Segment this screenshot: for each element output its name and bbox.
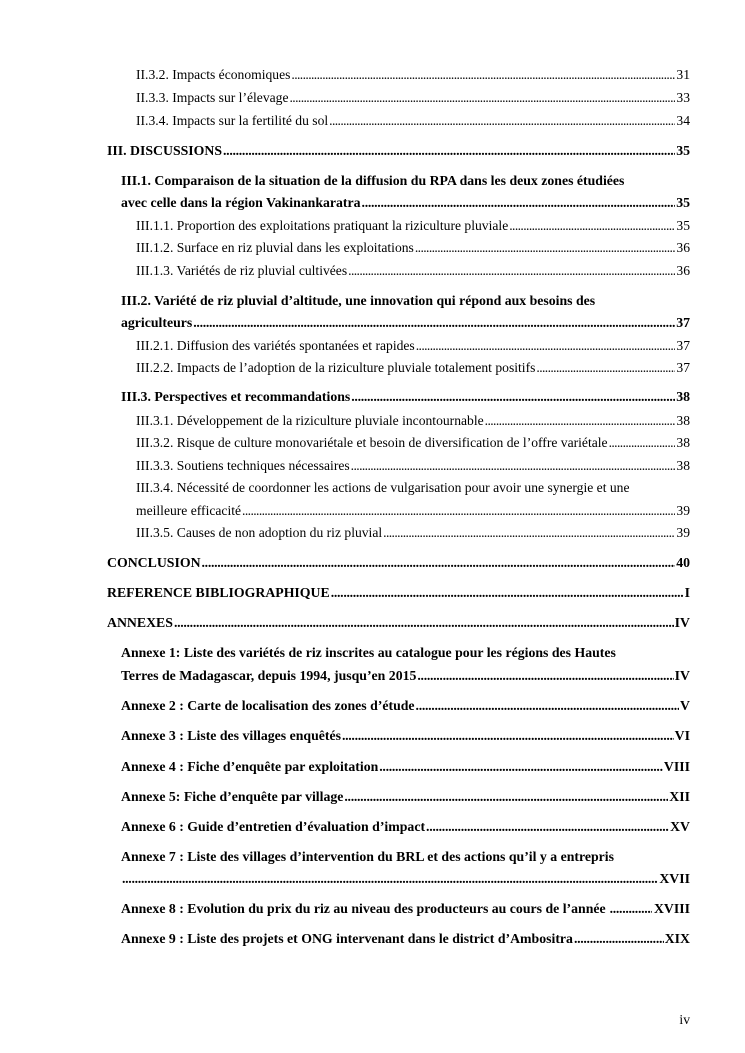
toc-entry-page: 36: [676, 240, 690, 255]
toc-entry[interactable]: [136, 261, 690, 281]
toc-entry[interactable]: [136, 238, 690, 258]
toc-entry[interactable]: [136, 111, 690, 131]
toc-entry-page: 35: [676, 218, 690, 233]
toc-entry-page: I: [684, 585, 690, 600]
toc-entry-page: 37: [676, 315, 690, 330]
toc-entry[interactable]: [107, 553, 690, 573]
toc-entry-page: XVII: [659, 871, 690, 886]
toc-entry[interactable]: [121, 899, 690, 919]
toc-entry[interactable]: [107, 613, 690, 633]
toc-entry-page: XIX: [664, 931, 690, 946]
toc-entry[interactable]: [121, 869, 690, 889]
toc-entry-page: XV: [670, 819, 690, 834]
toc-entry-page: 31: [676, 67, 690, 82]
toc-entry-title: III.3.3. Soutiens techniques nécessaires: [136, 458, 350, 473]
toc-entry[interactable]: [121, 193, 690, 213]
toc-entry-page: VI: [674, 728, 690, 743]
toc-entry-title: III.3.2. Risque de culture monovariétale et besoin de diversification de l’offre variétale: [136, 435, 608, 450]
toc-entry-title: agriculteurs: [121, 315, 193, 330]
toc-entry-page: XVIII: [653, 901, 690, 916]
toc-entry-title-line1: Annexe 1: Liste des variétés de riz inscrites au catalogue pour les régions des Hautes: [121, 645, 616, 660]
toc-entry[interactable]: [107, 583, 690, 603]
dot-leader: [351, 456, 676, 476]
dot-leader: [351, 387, 675, 407]
toc-entry[interactable]: [136, 523, 690, 543]
toc-entry-title: Annexe 3 : Liste des villages enquêtés: [121, 728, 341, 743]
toc-entry-title: III.2.2. Impacts de l’adoption de la riziculture pluviale totalement positifs: [136, 360, 536, 375]
dot-leader: [193, 313, 675, 333]
toc-entry-title: II.3.2. Impacts économiques: [136, 67, 291, 82]
toc-entry-title: III.2.1. Diffusion des variétés spontanées et rapides: [136, 338, 415, 353]
toc-entry-page: V: [680, 698, 690, 713]
dot-leader: [416, 696, 679, 716]
dot-leader: [291, 65, 675, 85]
toc-entry-title: III.3. Perspectives et recommandations: [121, 389, 351, 404]
toc-entry-title: CONCLUSION: [107, 555, 201, 570]
toc-entry[interactable]: [136, 433, 690, 453]
toc-entry-title: Annexe 8 : Evolution du prix du riz au niveau des producteurs au cours de l’année: [121, 901, 606, 916]
toc-entry-page: 35: [676, 195, 690, 210]
toc-entry[interactable]: [121, 929, 690, 949]
toc-entry-page: IV: [674, 668, 690, 683]
toc-entry[interactable]: [121, 696, 690, 716]
toc-entry-title: Annexe 4 : Fiche d’enquête par exploitation: [121, 759, 379, 774]
toc-entry-title: III.1.1. Proportion des exploitations pratiquant la riziculture pluviale: [136, 218, 509, 233]
dot-leader: [362, 193, 676, 213]
toc-entry-page: 38: [676, 413, 690, 428]
toc-entry-page: 39: [676, 525, 690, 540]
dot-leader: [509, 216, 675, 236]
toc-entry-page: 38: [676, 458, 690, 473]
dot-leader: [331, 583, 684, 603]
toc-entry-page: 35: [676, 143, 690, 158]
toc-entry-title-line1: III.1. Comparaison de la situation de la diffusion du RPA dans les deux zones étudiées: [121, 173, 625, 188]
dot-leader: [223, 141, 675, 161]
toc-entry-page: 40: [676, 555, 690, 570]
dot-leader: [342, 726, 674, 746]
toc-entry-page: 33: [676, 90, 690, 105]
toc-entry-page: 38: [676, 435, 690, 450]
dot-leader: [536, 358, 675, 378]
toc-entry-title-line1: III.3.4. Nécessité de coordonner les actions de vulgarisation pour avoir une synergie et une: [136, 480, 630, 495]
dot-leader: [574, 929, 664, 949]
toc-entry-title: ANNEXES: [107, 615, 173, 630]
toc-entry[interactable]: [121, 787, 690, 807]
toc-entry-title: Annexe 9 : Liste des projets et ONG intervenant dans le district d’Ambositra: [121, 931, 573, 946]
toc-entry-page: VIII: [663, 759, 690, 774]
dot-leader: [242, 501, 675, 521]
toc-entry[interactable]: [136, 501, 690, 521]
toc-entry-title: III. DISCUSSIONS: [107, 143, 223, 158]
toc-entry-title: meilleure efficacité: [136, 503, 242, 518]
dot-leader: [383, 523, 675, 543]
dot-leader: [379, 757, 663, 777]
toc-entry-page: IV: [674, 615, 690, 630]
toc-entry-page: 36: [676, 263, 690, 278]
toc-entry-page: 38: [676, 389, 690, 404]
toc-entry[interactable]: [107, 141, 690, 161]
toc-entry-page: XII: [669, 789, 690, 804]
toc-entry[interactable]: [136, 65, 690, 85]
dot-leader: [417, 666, 673, 686]
toc-entry[interactable]: [121, 313, 690, 333]
toc-entry[interactable]: [121, 666, 690, 686]
toc-entry-title: Annexe 5: Fiche d’enquête par village: [121, 789, 344, 804]
toc-entry-title: Annexe 6 : Guide d’entretien d’évaluation d’impact: [121, 819, 426, 834]
toc-entry[interactable]: [121, 387, 690, 407]
dot-leader: [122, 869, 658, 889]
dot-leader: [610, 899, 652, 919]
toc-entry-title: REFERENCE BIBLIOGRAPHIQUE: [107, 585, 330, 600]
toc-entry-page: 37: [676, 338, 690, 353]
dot-leader: [415, 238, 676, 258]
toc-entry-title: Annexe 2 : Carte de localisation des zones d’étude: [121, 698, 415, 713]
toc-entry-title: III.1.3. Variétés de riz pluvial cultivées: [136, 263, 348, 278]
dot-leader: [344, 787, 668, 807]
toc-entry-title: III.3.5. Causes de non adoption du riz pluvial: [136, 525, 383, 540]
toc-entry-title: III.1.2. Surface en riz pluvial dans les exploitations: [136, 240, 414, 255]
page-number: iv: [679, 1012, 690, 1027]
dot-leader: [348, 261, 675, 281]
toc-entry-page: 39: [676, 503, 690, 518]
toc-entry[interactable]: [136, 336, 690, 356]
toc-entry[interactable]: [136, 411, 690, 431]
toc-entry[interactable]: [136, 88, 690, 108]
toc-entry-page: 34: [676, 113, 690, 128]
toc-entry[interactable]: [121, 817, 690, 837]
toc-entry-title: avec celle dans la région Vakinankaratra: [121, 195, 361, 210]
dot-leader: [202, 553, 676, 573]
dot-leader: [416, 336, 676, 356]
toc-entry-page: 37: [676, 360, 690, 375]
toc-entry-title: Terres de Madagascar, depuis 1994, jusqu’en 2015: [121, 668, 417, 683]
dot-leader: [485, 411, 676, 431]
dot-leader: [329, 111, 675, 131]
dot-leader: [290, 88, 676, 108]
toc-entry-title-line1: III.2. Variété de riz pluvial d’altitude, une innovation qui répond aux besoins des: [121, 293, 596, 308]
toc-entry[interactable]: [121, 757, 690, 777]
dot-leader: [609, 433, 676, 453]
toc-entry-title: III.3.1. Développement de la riziculture pluviale incontournable: [136, 413, 484, 428]
dot-leader: [426, 817, 669, 837]
toc-entry[interactable]: [136, 358, 690, 378]
toc-entry[interactable]: [136, 216, 690, 236]
toc-entry[interactable]: [136, 456, 690, 476]
toc-entry-title: II.3.4. Impacts sur la fertilité du sol: [136, 113, 329, 128]
toc-entry-title: II.3.3. Impacts sur l’élevage: [136, 90, 289, 105]
dot-leader: [174, 613, 674, 633]
toc-entry-title-line1: Annexe 7 : Liste des villages d’intervention du BRL et des actions qu’il y a entrepris: [121, 849, 614, 864]
toc-entry[interactable]: [121, 726, 690, 746]
